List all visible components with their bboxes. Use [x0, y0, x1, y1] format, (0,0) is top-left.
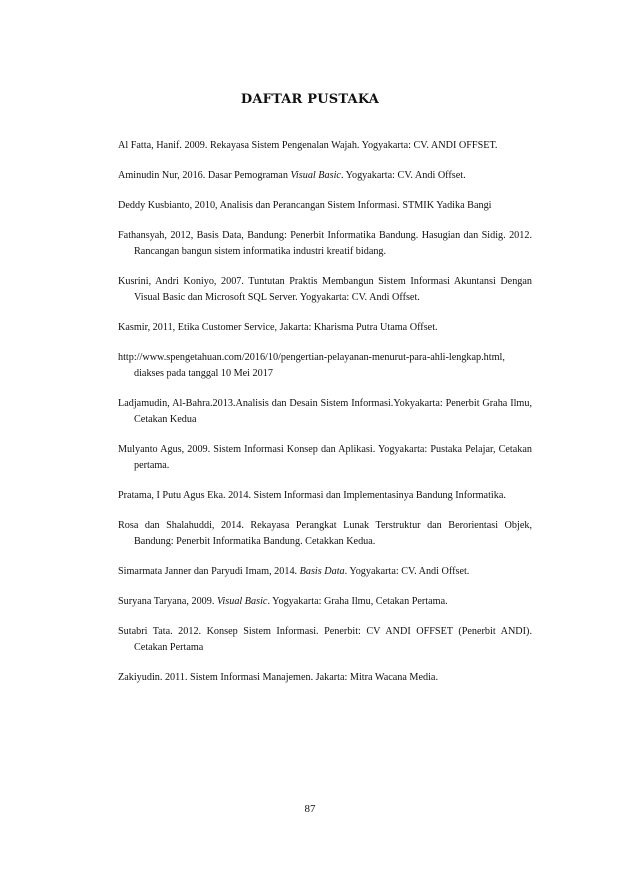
reference-text: Ladjamudin, Al-Bahra.2013.Analisis dan Desain Sistem Informasi.Yokyakarta: Penerbit Graha Ilmu, Cetakan Kedua	[118, 398, 532, 425]
reference-entry	[118, 488, 532, 504]
reference-text: Sutabri Tata. 2012. Konsep Sistem Informasi. Penerbit: CV ANDI OFFSET (Penerbit ANDI). Cetakan Pertama	[118, 626, 532, 653]
reference-entry	[118, 670, 532, 686]
reference-text: Zakiyudin. 2011. Sistem Informasi Manajemen. Jakarta: Mitra Wacana Media.	[118, 672, 438, 683]
reference-text: Kasmir, 2011, Etika Customer Service, Jakarta: Kharisma Putra Utama Offset.	[118, 322, 438, 333]
reference-entry	[118, 442, 532, 474]
reference-text: http://www.spengetahuan.com/2016/10/pengertian-pelayanan-menurut-para-ahli-lengkap.html, diakses pada tanggal 10 Mei 2017	[118, 352, 505, 379]
page-number: 87	[304, 803, 316, 815]
reference-text: Pratama, I Putu Agus Eka. 2014. Sistem Informasi dan Implementasinya Bandung Informatika.	[118, 490, 506, 501]
reference-text: Rosa dan Shalahuddi, 2014. Rekayasa Perangkat Lunak Terstruktur dan Berorientasi Objek, Bandung: Penerbit Informatika Bandung. Cetakkan Kedua.	[118, 520, 532, 547]
reference-entry	[118, 228, 532, 260]
reference-entry	[118, 564, 532, 580]
reference-text: . Yogyakarta: CV. Andi Offset.	[344, 566, 470, 577]
page-title: DAFTAR PUSTAKA	[240, 92, 380, 107]
reference-text: Al Fatta, Hanif. 2009. Rekayasa Sistem Pengenalan Wajah. Yogyakarta: CV. ANDI OFFSET.	[118, 140, 498, 151]
reference-text: Aminudin Nur, 2016. Dasar Pemograman	[118, 170, 291, 181]
reference-text: Fathansyah, 2012, Basis Data, Bandung: Penerbit Informatika Bandung. Hasugian dan Sidig. 2012. Rancangan bangun sistem informatika industri kreatif bidang.	[118, 230, 532, 257]
reference-text: Simarmata Janner dan Paryudi Imam, 2014.	[118, 566, 300, 577]
reference-entry	[118, 320, 532, 336]
reference-entry	[118, 396, 532, 428]
reference-entry	[118, 138, 532, 154]
reference-entry	[118, 168, 532, 184]
reference-entry	[118, 594, 532, 610]
reference-italic-title: Visual Basic	[290, 170, 341, 181]
reference-text: Mulyanto Agus, 2009. Sistem Informasi Konsep dan Aplikasi. Yogyakarta: Pustaka Pelajar, Cetakan pertama.	[118, 444, 532, 471]
reference-entry	[118, 274, 532, 306]
reference-entry	[118, 624, 532, 656]
reference-entry	[118, 518, 532, 550]
reference-italic-title: Visual Basic	[216, 596, 268, 607]
reference-italic-title: Basis Data	[299, 566, 345, 577]
reference-text: Suryana Taryana, 2009.	[118, 596, 217, 607]
reference-entry	[118, 198, 532, 214]
reference-text: . Yogyakarta: CV. Andi Offset.	[340, 170, 466, 181]
reference-list	[118, 138, 532, 700]
reference-text: Kusrini, Andri Koniyo, 2007. Tuntutan Praktis Membangun Sistem Informasi Akuntansi Dengan Visual Basic dan Microsoft SQL Server. Yogyakarta: CV. Andi Offset.	[118, 276, 532, 303]
reference-text: . Yogyakarta: Graha Ilmu, Cetakan Pertama.	[267, 596, 448, 607]
reference-entry	[118, 350, 532, 382]
reference-text: Deddy Kusbianto, 2010, Analisis dan Perancangan Sistem Informasi. STMIK Yadika Bangi	[118, 200, 492, 211]
